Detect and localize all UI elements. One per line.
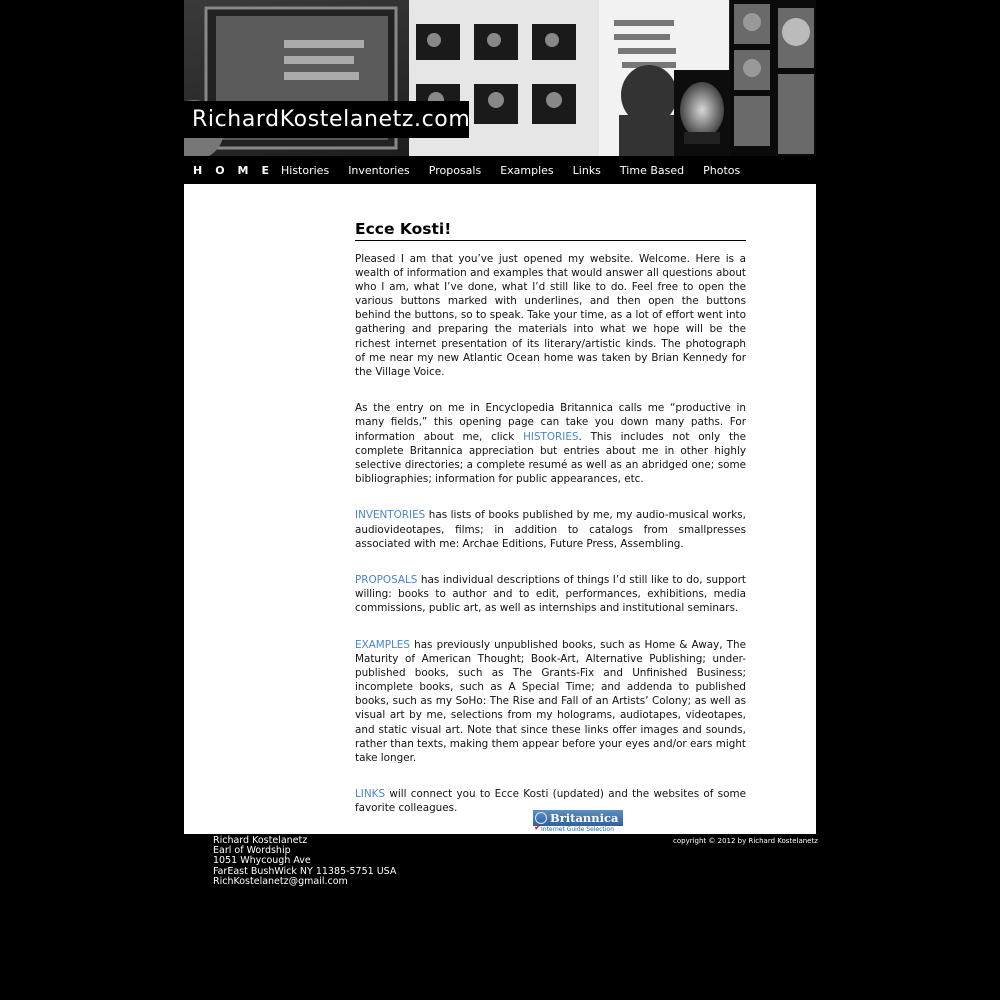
intro-paragraph: Pleased I am that you’ve just opened my website. Welcome. Here is a wealth of information and examples that would answer all questions about who I am, what I’ve done, what I’d still like to do. Feel free to open the various buttons marked with underlines, and then open the buttons behind the buttons, so to speak. Take your time, as a lot of effort went into gathering and preparing the materials into what we hope will be the richest internet presentation of its literary/artistic kinds. The photograph of me near my new Atlantic Ocean home was taken by Brian Kennedy for the Village Voice. (355, 253, 746, 378)
copyright-notice: copyright © 2012 by Richard Kostelanetz (673, 837, 818, 845)
proposals-paragraph (355, 573, 746, 615)
paragraph-text: has previously unpublished books, such as Home & Away, The Maturity of American Thought; Book-Art, Alternative Publishing; under-published books, such as The Grants-Fix and Unfinished Business; incomplete books, such as A Special Time; and addenda to published books, such as my SoHo: The Rise and Fall of an Artists’ Colony; as well as visual art by me, selections from my holograms, audiotapes, videotapes, and static visual art. Note that since these links offer images and sounds, rather than texts, making them appear before your eyes and/or ears might take longer. (355, 638, 747, 764)
main-navigation (184, 156, 816, 184)
main-content (184, 184, 816, 834)
email-link[interactable]: RichKostelanetz@gmail.com (213, 875, 348, 887)
links-link[interactable]: LINKS (355, 788, 386, 801)
badge-subtitle: Internet Guide Selection (541, 826, 614, 833)
proposals-link[interactable]: PROPOSALS (355, 574, 418, 587)
nav-item-examples[interactable]: Examples (500, 163, 554, 177)
nav-item-photos[interactable]: Photos (703, 163, 741, 177)
checkmark-icon: ✔ (534, 823, 542, 833)
histories-link[interactable]: HISTORIES (523, 430, 579, 443)
paragraph-text: has lists of books published by me, my audio-musical works, audiovideotapes, films; in addition to catalogs from smallpresses associated with me: Archae Editions, Future Press, Assembling. (355, 509, 746, 550)
site-title[interactable]: RichardKostelanetz.com (184, 101, 469, 138)
inventories-link[interactable]: INVENTORIES (355, 509, 426, 522)
site-wrapper (184, 0, 816, 834)
nav-item-links[interactable]: Links (572, 163, 601, 177)
paragraph-text: has individual descriptions of things I’d still like to do, support willing: books to author and to edit, performances, exhibitions, media commissions, public art, as well as internships and institutional seminars. (355, 574, 746, 615)
paragraph-text: As the entry on me in Encyclopedia Britannica calls me “productive in many fields,” this opening page can take you down many paths. For information about me, click (355, 402, 746, 443)
address-line: 1051 Whycough Ave (213, 855, 311, 867)
nav-item-proposals[interactable]: Proposals (428, 163, 482, 177)
header-banner-photo (184, 0, 816, 156)
nav-item-time-based[interactable]: Time Based (619, 163, 685, 177)
nav-item-histories[interactable]: Histories (281, 163, 330, 177)
page-title: Ecce Kosti! (355, 220, 746, 241)
inventories-paragraph (355, 508, 746, 550)
britannica-badge[interactable] (533, 810, 623, 834)
footer-address (213, 836, 396, 887)
paragraph-text: will connect you to Ecce Kosti (updated) and the websites of some favorite colleagues. (355, 788, 746, 815)
nav-item-inventories[interactable]: Inventories (348, 163, 410, 177)
address-line: Earl of Wordship (213, 845, 291, 857)
paragraph-text: . This includes not only the complete Britannica appreciation but entries about me in other highly selective directories; a complete resumé as well as an abridged one; some bibliographies; information for public appearances, etc. (355, 430, 746, 485)
nav-home[interactable]: HOME (193, 163, 283, 177)
examples-paragraph (355, 638, 746, 765)
article (355, 220, 746, 816)
examples-link[interactable]: EXAMPLES (355, 638, 410, 651)
address-line: FarEast BushWick NY 11385-5751 USA (213, 865, 397, 877)
badge-name: Britannica (550, 811, 619, 825)
histories-paragraph (355, 401, 746, 486)
address-line: Richard Kostelanetz (213, 835, 308, 846)
